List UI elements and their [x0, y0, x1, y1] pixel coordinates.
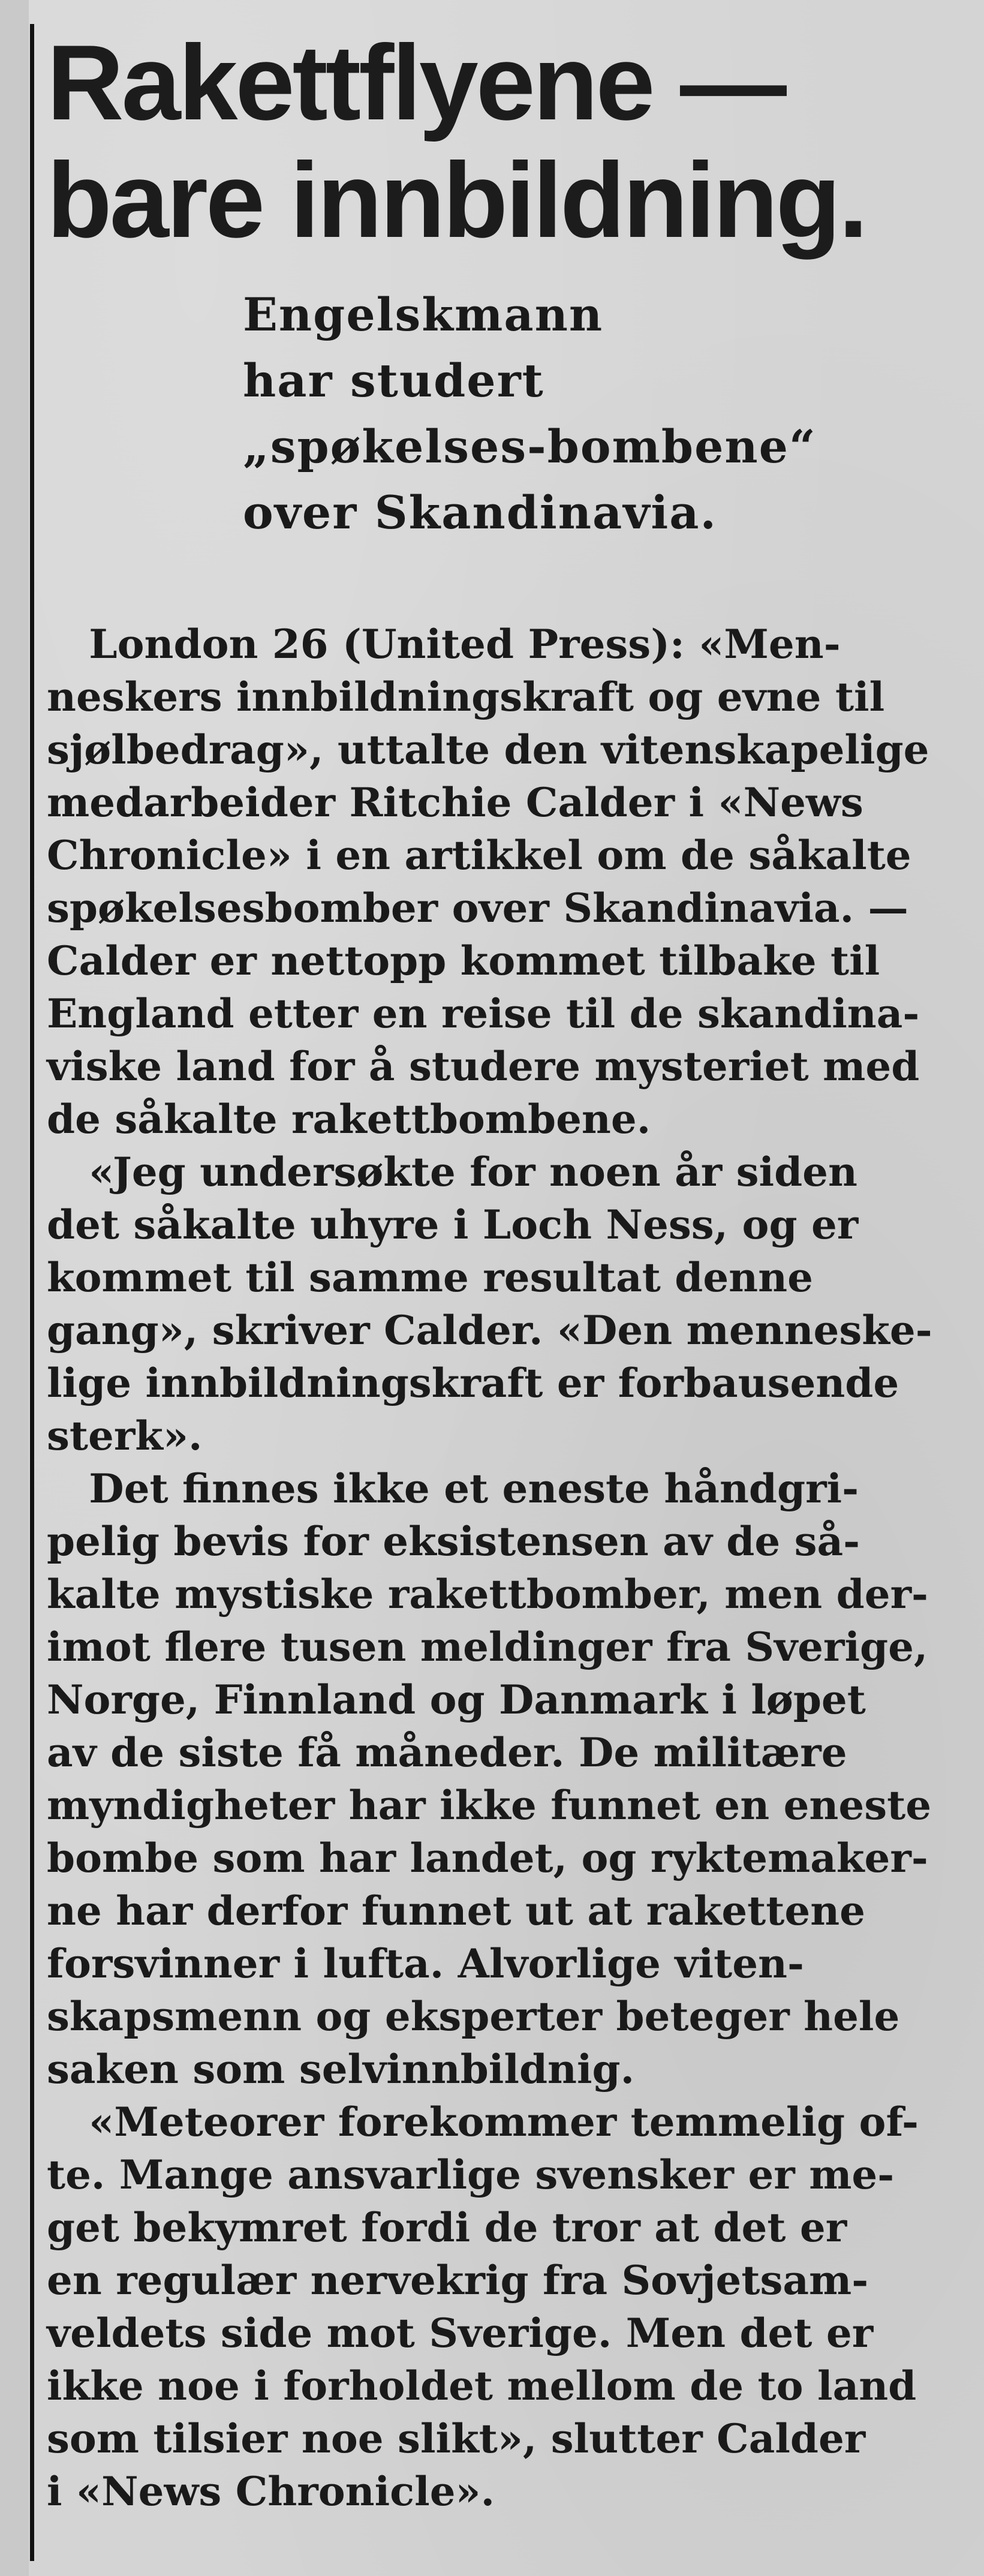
- text-line: bombe som har landet, og ryktemaker-: [47, 1835, 928, 1881]
- text-line: ikke noe i forholdet mellom de to land: [47, 2362, 917, 2409]
- text-line: get bekymret fordi de tror at det er: [47, 2204, 847, 2251]
- column-rule: [30, 24, 34, 2561]
- text-line: imot flere tusen meldinger fra Sverige,: [47, 1624, 928, 1670]
- text-line: av de siste få måneder. De militære: [47, 1729, 847, 1776]
- headline-line: Rakettflyene —: [47, 23, 784, 142]
- text-line: «Meteorer forekommer temmelig of-: [47, 2099, 919, 2145]
- text-line: forsvinner i lufta. Alvorlige viten-: [47, 1940, 804, 1987]
- text-line: veldets side mot Sverige. Men det er: [47, 2310, 874, 2356]
- text-line: neskers innbildningskraft og evne til: [47, 674, 885, 720]
- text-line: Norge, Finnland og Danmark i løpet: [47, 1676, 866, 1723]
- text-line: kommet til samme resultat denne: [47, 1254, 813, 1301]
- text-line: ne har derfor funnet ut at rakettene: [47, 1887, 865, 1934]
- text-line: som tilsier noe slikt», slutter Calder: [47, 2415, 866, 2462]
- text-line: viske land for å studere mysteriet med: [47, 1043, 920, 1090]
- left-margin: [0, 0, 29, 2576]
- text-line: Det finnes ikke et eneste håndgri-: [47, 1465, 859, 1512]
- text-line: England etter en reise til de skandina-: [47, 990, 920, 1037]
- paragraph: [47, 1146, 932, 1462]
- headline: [47, 24, 964, 259]
- text-line: te. Mange ansvarlige svensker er me-: [47, 2151, 895, 2198]
- text-line: pelig bevis for eksistensen av de så-: [47, 1518, 860, 1565]
- paragraph: [47, 1462, 932, 2096]
- text-line: en regulær nervekrig fra Sovjetsam-: [47, 2257, 869, 2304]
- text-line: sjølbedrag», uttalte den vitenskapelige: [47, 726, 929, 773]
- text-line: i «News Chronicle».: [47, 2468, 495, 2515]
- text-line: kalte mystiske rakettbomber, men der-: [47, 1571, 928, 1618]
- text-line: de såkalte rakettbombene.: [47, 1096, 651, 1143]
- article-body: [47, 618, 932, 2518]
- text-line: «Jeg undersøkte for noen år siden: [47, 1149, 857, 1195]
- text-line: saken som selvinnbildnig.: [47, 2046, 635, 2093]
- subheadline-line: over Skandinavia.: [243, 486, 717, 539]
- text-line: gang», skriver Calder. «Den menneske-: [47, 1307, 932, 1354]
- paragraph: [47, 618, 929, 1146]
- paragraph: [47, 2096, 919, 2518]
- subheadline-line: Engelskmann: [243, 288, 604, 341]
- text-line: medarbeider Ritchie Calder i «News: [47, 779, 863, 826]
- text-line: Calder er nettopp kommet tilbake til: [47, 937, 880, 984]
- subheadline-line: har studert: [243, 354, 544, 407]
- text-line: myndigheter har ikke funnet en eneste: [47, 1782, 932, 1829]
- subheadline: [243, 282, 962, 546]
- text-line: det såkalte uhyre i Loch Ness, og er: [47, 1201, 859, 1248]
- text-line: spøkelsesbomber over Skandinavia. —: [47, 885, 908, 931]
- text-line: Chronicle» i en artikkel om de såkalte: [47, 832, 911, 879]
- text-line: London 26 (United Press): «Men-: [47, 621, 841, 668]
- headline-line: bare innbildning.: [47, 140, 866, 260]
- text-line: sterk».: [47, 1412, 203, 1459]
- text-line: lige innbildningskraft er forbausende: [47, 1360, 899, 1406]
- subheadline-line: „spøkelses-bombene“: [243, 420, 817, 473]
- text-line: skapsmenn og eksperter beteger hele: [47, 1993, 900, 2040]
